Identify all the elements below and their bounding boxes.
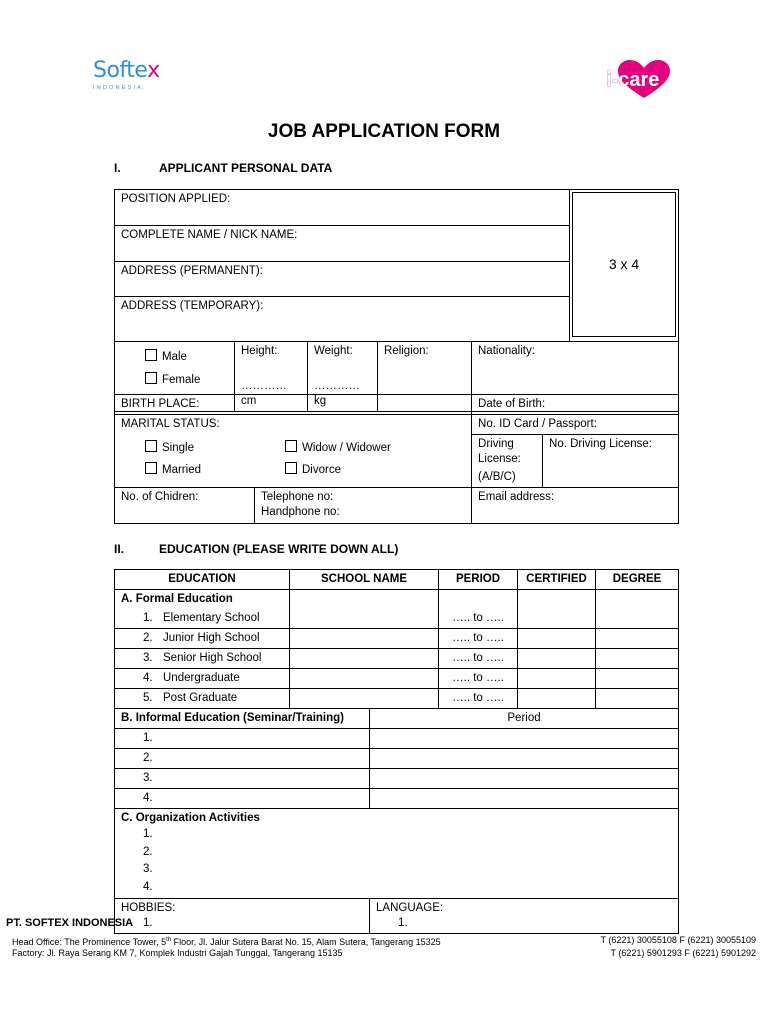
certified-cell[interactable]: [518, 689, 596, 709]
photo-cell: [570, 190, 679, 342]
widow-label: Widow / Widower: [302, 441, 391, 454]
table-row: [115, 649, 679, 669]
table-row: [115, 789, 679, 809]
marital-widow-option[interactable]: [285, 437, 391, 459]
single-label: Single: [162, 441, 194, 454]
photo-box: [572, 192, 676, 337]
language-field[interactable]: [370, 899, 679, 934]
religion-label: Religion:: [384, 345, 429, 357]
school-name-cell[interactable]: [290, 649, 439, 669]
degree-cell[interactable]: [596, 649, 679, 669]
certified-cell[interactable]: [518, 609, 596, 629]
formal-number: 5.: [143, 692, 153, 704]
formal-education-row: [115, 590, 679, 610]
informal-number: 1.: [143, 732, 153, 744]
hobbies-number: 1.: [143, 917, 153, 929]
male-checkbox[interactable]: [145, 349, 157, 361]
section-1-heading: APPLICANT PERSONAL DATA: [159, 161, 333, 175]
informal-education-title: B. Informal Education (Seminar/Training): [115, 709, 370, 729]
widow-checkbox[interactable]: [285, 440, 297, 452]
birth-place-field[interactable]: [115, 395, 472, 415]
section-2-heading: EDUCATION (PLEASE WRITE DOWN ALL): [159, 542, 399, 556]
informal-period-cell[interactable]: [370, 729, 679, 749]
driving-license-type: (A/B/C): [478, 471, 516, 483]
organization-activities-title: C. Organization Activities: [121, 812, 260, 824]
degree-cell[interactable]: [596, 689, 679, 709]
softex-logo-subtitle: INDONESIA: [93, 85, 144, 91]
softex-logo: [93, 60, 173, 91]
header-certified: CERTIFIED: [518, 570, 596, 590]
informal-period-header: Period: [370, 709, 679, 729]
complete-name-label: COMPLETE NAME / NICK NAME:: [121, 229, 298, 241]
footer-head-office-phone: T (6221) 30055108 F (6221) 30055109: [600, 935, 756, 945]
period-cell[interactable]: ….. to …..: [439, 609, 518, 629]
formal-number: 4.: [143, 672, 153, 684]
married-checkbox[interactable]: [145, 462, 157, 474]
address-permanent-field[interactable]: [115, 262, 570, 297]
hobbies-label: HOBBIES:: [121, 902, 176, 914]
informal-item[interactable]: [115, 729, 370, 749]
footer-head-office-b: Floor, Jl. Jalur Sutera Barat No. 15, Alam Sutera, Tangerang 15325: [171, 937, 441, 947]
hobbies-field[interactable]: [115, 899, 370, 934]
school-name-cell[interactable]: [290, 629, 439, 649]
driving-license-field[interactable]: [472, 435, 543, 488]
header-degree: DEGREE: [596, 570, 679, 590]
section-1-number: I.: [114, 161, 121, 175]
education-table: [114, 569, 679, 934]
date-of-birth-field[interactable]: [472, 395, 679, 415]
header-school-name: SCHOOL NAME: [290, 570, 439, 590]
telephone-label: Telephone no:: [261, 491, 334, 503]
complete-name-field[interactable]: [115, 226, 570, 262]
date-of-birth-label: Date of Birth:: [478, 398, 546, 410]
period-cell[interactable]: ….. to …..: [439, 629, 518, 649]
male-label: Male: [162, 351, 187, 363]
nationality-label: Nationality:: [478, 345, 535, 357]
female-checkbox[interactable]: [145, 372, 157, 384]
handphone-label: Handphone no:: [261, 506, 340, 518]
org-number: 2.: [143, 845, 153, 858]
degree-cell[interactable]: [596, 629, 679, 649]
address-temporary-label: ADDRESS (TEMPORARY):: [121, 300, 264, 312]
gender-male-option[interactable]: [145, 346, 228, 369]
formal-label: Elementary School: [163, 612, 260, 624]
school-name-cell[interactable]: [290, 609, 439, 629]
photo-size-label: 3 x 4: [608, 256, 640, 272]
footer-factory: Factory: Jl. Raya Serang KM 7, Komplek Industri Gajah Tunggal, Tangerang 15135: [12, 948, 343, 958]
married-label: Married: [162, 463, 201, 476]
formal-label: Post Graduate: [163, 692, 238, 704]
school-name-cell[interactable]: [290, 689, 439, 709]
table-row: [115, 749, 679, 769]
informal-period-cell[interactable]: [370, 749, 679, 769]
birth-place-label: BIRTH PLACE:: [121, 398, 200, 410]
icare-logo-text: i-care: [606, 69, 660, 91]
informal-period-cell[interactable]: [370, 789, 679, 809]
informal-period-cell[interactable]: [370, 769, 679, 789]
table-row: [115, 669, 679, 689]
position-applied-label: POSITION APPLIED:: [121, 193, 231, 205]
period-cell[interactable]: ….. to …..: [439, 689, 518, 709]
icare-logo: [598, 58, 688, 102]
organization-activities-field[interactable]: [115, 809, 679, 899]
phone-field[interactable]: [255, 488, 472, 524]
driving-license-number-label: No. Driving License:: [549, 438, 652, 450]
id-card-field[interactable]: [472, 415, 679, 435]
personal-details-table: [114, 394, 679, 524]
weight-label: Weight:: [314, 345, 353, 357]
female-label: Female: [162, 374, 201, 386]
height-unit: ………… cm: [241, 380, 287, 407]
driving-license-number-field[interactable]: [543, 435, 679, 488]
children-field[interactable]: [115, 488, 255, 524]
children-label: No. of Chidren:: [121, 491, 199, 503]
informal-number: 3.: [143, 772, 153, 784]
period-cell[interactable]: ….. to …..: [439, 669, 518, 689]
footer-factory-phone: T (6221) 5901293 F (6221) 5901292: [610, 948, 756, 958]
table-row: [115, 729, 679, 749]
formal-label: Senior High School: [163, 652, 262, 664]
org-number: 1.: [143, 828, 153, 840]
header-period: PERIOD: [439, 570, 518, 590]
formal-number: 1.: [143, 612, 153, 624]
period-cell[interactable]: ….. to …..: [439, 649, 518, 669]
formal-label: Junior High School: [163, 632, 260, 644]
gender-female-option[interactable]: [145, 369, 228, 392]
language-label: LANGUAGE:: [376, 902, 444, 914]
table-row: [115, 629, 679, 649]
header-education: EDUCATION: [115, 570, 290, 590]
informal-item[interactable]: [115, 769, 370, 789]
informal-number: 4.: [143, 792, 153, 804]
weight-unit: ………… kg: [314, 380, 360, 407]
marital-married-option[interactable]: [145, 459, 285, 481]
formal-education-title: A. Formal Education: [115, 590, 290, 610]
address-temporary-field[interactable]: [115, 297, 570, 342]
formal-number: 2.: [143, 632, 153, 644]
school-name-cell[interactable]: [290, 669, 439, 689]
address-permanent-label: ADDRESS (PERMANENT):: [121, 265, 263, 277]
informal-number: 2.: [143, 752, 153, 764]
marital-single-option[interactable]: [145, 437, 285, 459]
height-label: Height:: [241, 345, 278, 357]
divorce-checkbox[interactable]: [285, 462, 297, 474]
marital-status-label: MARITAL STATUS:: [115, 415, 472, 435]
degree-cell[interactable]: [596, 609, 679, 629]
org-number: 3.: [143, 863, 153, 875]
footer-company: PT. SOFTEX INDONESIA: [6, 917, 134, 929]
formal-label: Undergraduate: [163, 672, 240, 684]
certified-cell[interactable]: [518, 649, 596, 669]
degree-cell[interactable]: [596, 669, 679, 689]
language-number: 1.: [398, 917, 408, 929]
table-row: [115, 689, 679, 709]
softex-logo-x: x: [147, 58, 160, 83]
section-2-number: II.: [114, 542, 125, 556]
id-card-label: No. ID Card / Passport:: [478, 418, 597, 430]
email-field[interactable]: [472, 488, 679, 524]
divorce-label: Divorce: [302, 463, 341, 476]
footer-head-office-sup: th: [166, 937, 172, 943]
informal-item[interactable]: [115, 789, 370, 809]
marital-divorce-option[interactable]: [285, 459, 391, 481]
personal-data-top-table: [114, 189, 679, 342]
formal-number: 3.: [143, 652, 153, 664]
page-title: JOB APPLICATION FORM: [267, 121, 501, 142]
org-number: 4.: [143, 880, 153, 893]
certified-cell[interactable]: [518, 629, 596, 649]
informal-item[interactable]: [115, 749, 370, 769]
table-row: [115, 609, 679, 629]
driving-license-label: Driving License:: [478, 438, 521, 465]
position-applied-field[interactable]: [115, 190, 570, 226]
certified-cell[interactable]: [518, 669, 596, 689]
single-checkbox[interactable]: [145, 440, 157, 452]
softex-logo-word: Softe: [93, 58, 148, 83]
email-label: Email address:: [478, 491, 555, 503]
table-row: [115, 769, 679, 789]
footer-head-office-a: Head Office: The Prominence Tower, 5: [12, 937, 167, 947]
